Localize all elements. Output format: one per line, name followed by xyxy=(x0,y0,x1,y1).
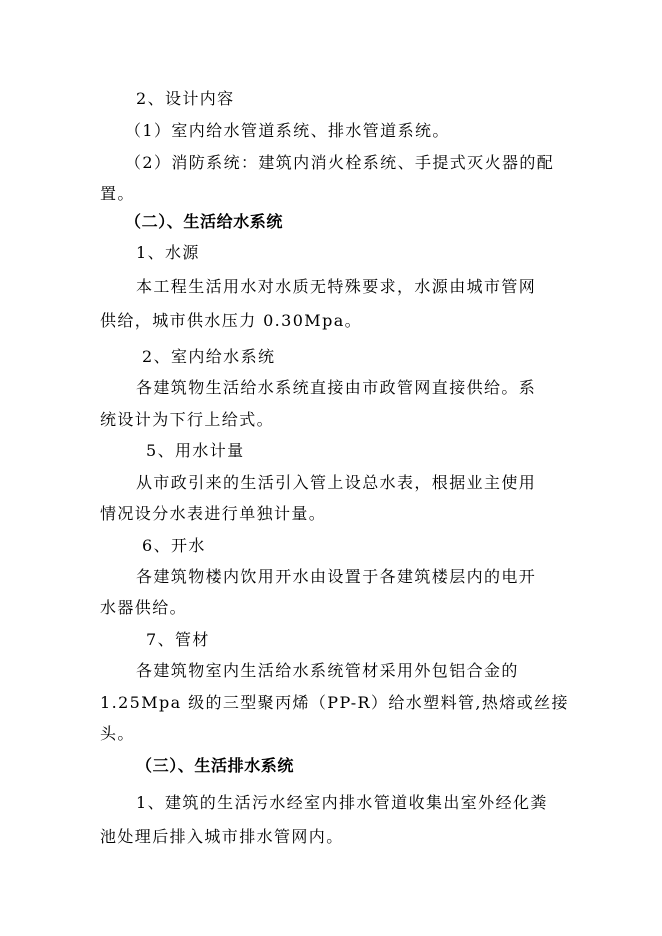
paragraph-metering-line-2: 情况设分水表进行单独计量。 xyxy=(100,504,327,523)
paragraph-metering-line-1: 从市政引来的生活引入管上设总水表，根据业主使用 xyxy=(136,473,537,492)
subtitle-water-metering: 5、用水计量 xyxy=(146,441,245,460)
paragraph-pipe-material-line-1: 各建筑物室内生活给水系统管材采用外包铝合金的 xyxy=(136,661,519,680)
design-item-1: （1）室内给水管道系统、排水管道系统。 xyxy=(125,121,450,140)
subtitle-pipe-material: 7、管材 xyxy=(146,630,210,649)
paragraph-water-source-line-2: 供给，城市供水压力 0.30Mpa。 xyxy=(100,311,363,330)
heading-domestic-water-supply: （二）、生活给水系统 xyxy=(125,212,284,231)
paragraph-drainage-line-2: 池处理后排入城市排水管网内。 xyxy=(100,827,344,846)
design-item-2: （2）消防系统：建筑内消火栓系统、手提式灭火器的配 xyxy=(125,153,555,172)
paragraph-drainage-line-1: 1、建筑的生活污水经室内排水管道收集出室外经化粪 xyxy=(136,793,548,812)
paragraph-indoor-supply-line-2: 统设计为下行上给式。 xyxy=(100,410,275,429)
subtitle-indoor-water-supply: 2、室内给水系统 xyxy=(142,347,276,366)
paragraph-boiled-water-line-1: 各建筑物楼内饮用开水由设置于各建筑楼层内的电开 xyxy=(136,567,537,586)
design-item-2-continued: 置。 xyxy=(100,184,135,203)
paragraph-pipe-material-line-3: 头。 xyxy=(100,724,135,743)
subtitle-boiled-water: 6、开水 xyxy=(142,536,206,555)
paragraph-indoor-supply-line-1: 各建筑物生活给水系统直接由市政管网直接供给。系 xyxy=(136,378,537,397)
paragraph-water-source-line-1: 本工程生活用水对水质无特殊要求，水源由城市管网 xyxy=(136,277,537,296)
subtitle-water-source: 1、水源 xyxy=(136,243,200,262)
section-title-design-content: 2、设计内容 xyxy=(136,89,235,108)
paragraph-pipe-material-line-2: 1.25Mpa 级的三型聚丙烯（PP-R）给水塑料管,热熔或丝接 xyxy=(100,693,569,712)
paragraph-boiled-water-line-2: 水器供给。 xyxy=(100,598,188,617)
heading-domestic-drainage: （三）、生活排水系统 xyxy=(136,756,295,775)
